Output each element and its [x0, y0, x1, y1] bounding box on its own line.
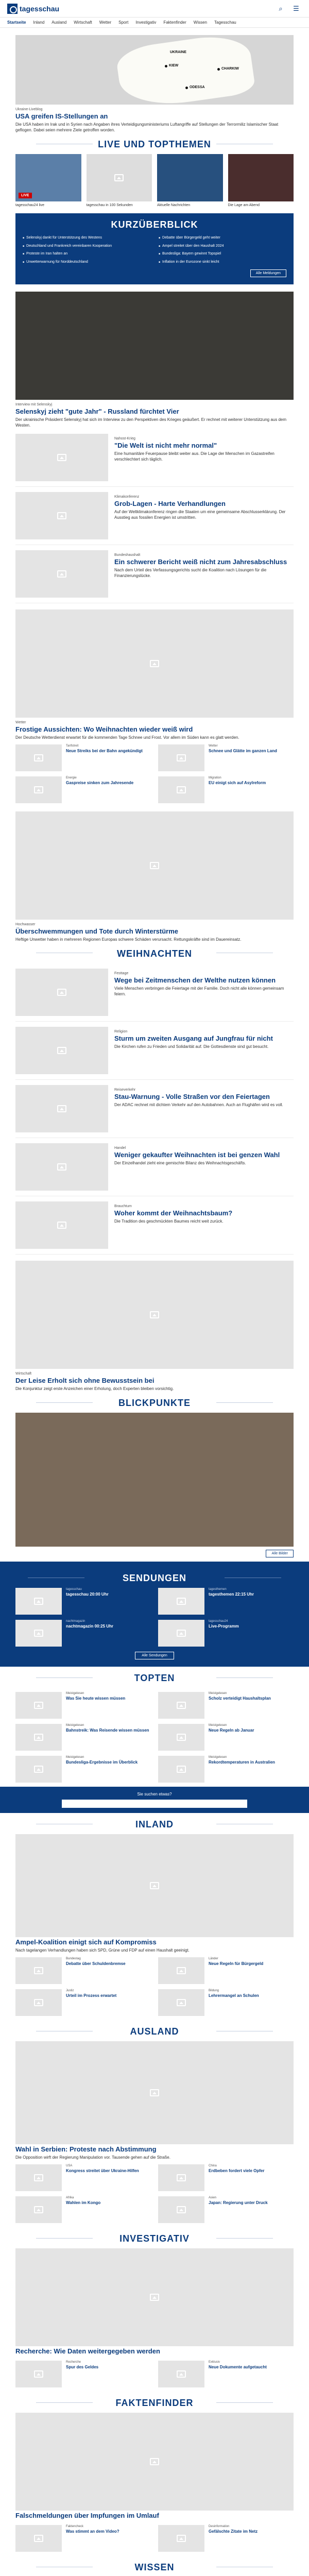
- inland-section-title: INLAND: [15, 1813, 294, 1834]
- feature2-image[interactable]: [15, 609, 294, 718]
- live-card-caption: Aktuelle Nachrichten: [157, 204, 191, 208]
- mini-headline[interactable]: Spur des Geldes: [66, 2365, 99, 2370]
- article-kicker: Religion: [114, 1029, 128, 1033]
- mini-kicker: USA: [66, 2164, 73, 2168]
- article-headline[interactable]: Weniger gekaufter Weihnachten ist bei genzen Wahl: [114, 1150, 280, 1159]
- sendungen-block: [0, 1562, 309, 1667]
- mini-headline[interactable]: Gaspreise sinken zum Jahresende: [66, 780, 134, 785]
- map-label-city: ODESSA: [190, 86, 205, 89]
- inland-headline[interactable]: Ampel-Koalition einigt sich auf Kompromiss: [15, 1938, 157, 1946]
- nav-item-investigativ[interactable]: Investigativ: [135, 20, 157, 25]
- mini-headline[interactable]: Rekordtemperaturen in Australien: [209, 1760, 276, 1765]
- mini-headline[interactable]: Lehrermangel an Schulen: [209, 1993, 259, 1998]
- main-nav: [0, 18, 309, 28]
- sendungen-section-title: SENDUNGEN: [7, 1567, 302, 1588]
- ausland-headline[interactable]: Wahl in Serbien: Proteste nach Abstimmung: [15, 2145, 157, 2154]
- feature3-kicker: Hochwasser: [15, 922, 36, 926]
- mini-grid: [15, 740, 294, 807]
- investigativ-image[interactable]: [15, 2248, 294, 2346]
- faktenfinder-section-title: FAKTENFINDER: [15, 2392, 294, 2413]
- image-placeholder-icon: [57, 1105, 66, 1112]
- article-row[interactable]: [15, 1138, 294, 1196]
- image-placeholder-icon: [177, 1598, 186, 1605]
- feature4-teaser: Die Konjunktur zeigt erste Anzeichen einer Erholung, doch Experten bleiben vorsichtig.: [15, 1386, 174, 1391]
- article-kicker: Bundeshaushalt: [114, 553, 141, 557]
- mini-headline[interactable]: tagesthemen 22:15 Uhr: [209, 1592, 254, 1597]
- image-placeholder-icon: [34, 1734, 43, 1741]
- article-teaser: Die Kirchen rufen zu Frieden und Solidarität auf. Die Gottesdienste sind gut besucht.: [114, 1044, 269, 1049]
- mini-kicker: tagesschau: [66, 1588, 82, 1591]
- mini-headline[interactable]: Erdbeben fordert viele Opfer: [209, 2168, 265, 2174]
- map-city-marker: [217, 68, 220, 71]
- mini-kicker: Justiz: [66, 1989, 74, 1993]
- kurz-title: KURZÜBERBLICK: [111, 219, 198, 230]
- mini-kicker: Meistgelesen: [66, 1724, 84, 1727]
- map-label-city: KIEW: [169, 64, 179, 67]
- article-headline[interactable]: Stau-Warnung - Volle Straßen vor den Feiertagen: [114, 1092, 270, 1100]
- image-placeholder-icon: [177, 1630, 186, 1637]
- image-placeholder-icon: [150, 660, 159, 667]
- blickpunkte-gallery[interactable]: [15, 1413, 294, 1547]
- mini-kicker: Länder: [209, 1957, 218, 1961]
- mini-kicker: Meistgelesen: [209, 1692, 227, 1696]
- feature-kicker: Interview mit Selenskyj: [15, 403, 53, 407]
- mini-headline[interactable]: Neue Streiks bei der Bahn angekündigt: [66, 748, 143, 753]
- article-row[interactable]: [15, 545, 294, 603]
- logo[interactable]: [7, 4, 59, 14]
- blickpunkte-all-button[interactable]: Alle Bilder: [266, 1550, 294, 1557]
- logo-text: tagesschau: [20, 4, 60, 13]
- image-placeholder-icon: [177, 2206, 186, 2213]
- mini-headline[interactable]: Urteil im Prozess erwartet: [66, 1993, 117, 1998]
- image-placeholder-icon: [177, 754, 186, 761]
- image-placeholder-icon: [177, 786, 186, 793]
- inland-teaser-item[interactable]: [158, 1989, 294, 2016]
- image-placeholder-icon: [114, 174, 124, 181]
- image-placeholder-icon: [177, 1999, 186, 2006]
- mini-headline[interactable]: Scholz verteidigt Haushaltsplan: [209, 1696, 271, 1701]
- article-kicker: Brauchtum: [114, 1204, 132, 1208]
- image-placeholder-icon: [57, 1222, 66, 1229]
- ausland-image[interactable]: [15, 2041, 294, 2144]
- article-headline[interactable]: Ein schwerer Bericht weiß nicht zum Jahresabschluss: [114, 557, 287, 566]
- hero-map[interactable]: [15, 35, 294, 105]
- feature-headline[interactable]: Selenskyj zieht "gute Jahr" - Russland fürchtet Vier: [15, 408, 179, 416]
- mini-kicker: Afrika: [66, 2196, 74, 2200]
- mini-kicker: Exklusiv: [209, 2361, 220, 2364]
- image-placeholder-icon: [177, 1967, 186, 1974]
- mini-headline[interactable]: Kongress streitet über Ukraine-Hilfen: [66, 2168, 139, 2174]
- mini-kicker: Wetter: [209, 744, 218, 748]
- live-badge: LIVE: [19, 193, 32, 198]
- article-teaser: Der ADAC rechnet mit dichtem Verkehr auf den Autobahnen. Auch an Flughäfen wird es voll.: [114, 1102, 283, 1107]
- weihnachten-section-title: WEIHNACHTEN: [15, 942, 294, 963]
- feature4-image[interactable]: [15, 1261, 294, 1369]
- image-placeholder-icon: [34, 1630, 43, 1637]
- article-headline[interactable]: Wege bei Zeitmenschen der Welthe nutzen können: [114, 976, 276, 984]
- ausland-teaser-item[interactable]: [15, 2164, 151, 2191]
- inland-teaser-item[interactable]: [15, 1957, 151, 1984]
- faktenfinder-headline[interactable]: Falschmeldungen über Impfungen im Umlauf: [15, 2512, 159, 2520]
- mini-headline[interactable]: Was Sie heute wissen müssen: [66, 1696, 126, 1701]
- hero-headline[interactable]: USA greifen IS-Stellungen an: [15, 112, 108, 120]
- menu-icon[interactable]: ☰: [293, 4, 299, 12]
- nav-item-sport[interactable]: Sport: [118, 20, 129, 25]
- mini-headline[interactable]: Neue Regeln ab Januar: [209, 1728, 254, 1733]
- image-placeholder-icon: [177, 2535, 186, 2542]
- mini-headline[interactable]: Wahlen im Kongo: [66, 2200, 101, 2206]
- live-card-caption: tagesschau24 live: [15, 204, 45, 208]
- nav-item-inland[interactable]: Inland: [33, 20, 45, 25]
- image-placeholder-icon: [34, 1967, 43, 1974]
- mini-teaser[interactable]: [15, 744, 151, 771]
- topten-teaser[interactable]: [158, 1724, 294, 1751]
- mini-kicker: Desinformation: [209, 2525, 230, 2529]
- ausland-section-title: AUSLAND: [15, 2020, 294, 2041]
- mini-headline[interactable]: Debatte über Schuldenbremse: [66, 1961, 126, 1967]
- mini-teaser[interactable]: [158, 744, 294, 771]
- search-icon[interactable]: ⌕: [279, 4, 283, 12]
- mini-kicker: Faktencheck: [66, 2525, 84, 2529]
- mini-headline[interactable]: Was stimmt an dem Video?: [66, 2529, 119, 2534]
- mini-teaser[interactable]: [15, 776, 151, 803]
- live-card[interactable]: [15, 154, 81, 207]
- search-input[interactable]: [62, 1800, 247, 1808]
- hero-kicker: Ukraine-Liveblog: [15, 108, 43, 111]
- image-placeholder-icon: [34, 2174, 43, 2181]
- logo-icon: [7, 4, 18, 14]
- search-banner-text: Sie suchen etwas?: [137, 1792, 172, 1797]
- map-city-marker: [165, 65, 167, 67]
- kurz-item[interactable]: ■ Selenskyj dankt für Unterstützung des Westens: [23, 235, 150, 240]
- article-row[interactable]: [15, 1196, 294, 1255]
- kurz-item[interactable]: ■ Deutschland und Frankreich vereinbaren Kooperation: [23, 244, 150, 248]
- image-placeholder-icon: [34, 2206, 43, 2213]
- mini-kicker: Asien: [209, 2196, 217, 2200]
- sendung-teaser[interactable]: [15, 1620, 151, 1647]
- nav-item-wirtschaft[interactable]: Wirtschaft: [74, 20, 92, 25]
- article-row[interactable]: [15, 963, 294, 1022]
- hero-teaser: Die USA haben im Irak und in Syrien nach Angaben ihres Verteidigungsministeriums Luftangriffe auf Stellungen der Terrormiliz Islamischer Staat geflogen. Dabei seien mehrere Ziele getroffen worden.: [15, 122, 279, 133]
- map-label-country: UKRAINE: [170, 50, 186, 54]
- article-headline[interactable]: Grob-Lagen - Harte Verhandlungen: [114, 499, 226, 507]
- article-teaser: Eine humanitäre Feuerpause bleibt weiter aus. Die Lage der Menschen im Gazastreifen verschlechtert sich täglich.: [114, 451, 274, 462]
- nav-item-wetter[interactable]: Wetter: [99, 20, 112, 25]
- feature3-headline[interactable]: Überschwemmungen und Tote durch Winterstürme: [15, 927, 179, 935]
- nav-item-tagesschau[interactable]: Tagesschau: [214, 20, 236, 25]
- nav-item-startseite[interactable]: Startseite: [7, 20, 26, 25]
- article-teaser: Die Tradition des geschmückten Baumes reicht weit zurück.: [114, 1218, 224, 1224]
- feature3-image[interactable]: [15, 811, 294, 920]
- inland-image[interactable]: [15, 1834, 294, 1937]
- article-row[interactable]: [15, 487, 294, 545]
- topten-teaser[interactable]: [158, 1692, 294, 1719]
- mini-kicker: Bildung: [209, 1989, 219, 1993]
- article-teaser: Viele Menschen verbringen die Feiertage mit der Familie. Doch nicht alle können gemeinsam feiern.: [114, 986, 284, 997]
- nav-item-ausland[interactable]: Ausland: [52, 20, 67, 25]
- image-placeholder-icon: [150, 1882, 159, 1889]
- article-kicker: Handel: [114, 1146, 126, 1150]
- inland-teaser: Nach tagelangen Verhandlungen haben sich SPD, Grüne und FDP auf einen Haushalt geeinigt.: [15, 1948, 190, 1953]
- live-section-title: LIVE UND TOPTHEMEN: [15, 133, 294, 154]
- live-card[interactable]: [228, 154, 294, 207]
- investigativ-teaser-item[interactable]: [158, 2361, 294, 2387]
- mini-headline[interactable]: Bahnstreik: Was Reisende wissen müssen: [66, 1728, 149, 1733]
- article-row[interactable]: [15, 1080, 294, 1138]
- image-placeholder-icon: [34, 1702, 43, 1709]
- mini-kicker: Meistgelesen: [209, 1724, 227, 1727]
- kurz-item[interactable]: ■ Debatte über Bürgergeld geht weiter: [159, 235, 286, 240]
- mini-kicker: Energie: [66, 776, 77, 779]
- mini-headline[interactable]: Schnee und Glätte im ganzen Land: [209, 748, 277, 753]
- image-placeholder-icon: [177, 2174, 186, 2181]
- image-placeholder-icon: [57, 454, 66, 461]
- mini-kicker: tagesthemen: [209, 1588, 227, 1591]
- feature4-kicker: Wirtschaft: [15, 1371, 32, 1376]
- live-card[interactable]: [157, 154, 223, 207]
- ausland-teaser-item[interactable]: [158, 2164, 294, 2191]
- image-placeholder-icon: [150, 862, 159, 869]
- investigativ-section-title: INVESTIGATIV: [15, 2227, 294, 2248]
- faktenfinder-teaser-item[interactable]: [15, 2525, 151, 2552]
- mini-kicker: China: [209, 2164, 217, 2168]
- live-card[interactable]: [87, 154, 152, 207]
- image-placeholder-icon: [34, 786, 43, 793]
- sendung-teaser[interactable]: [15, 1588, 151, 1615]
- topten-teaser[interactable]: [158, 1756, 294, 1783]
- mini-kicker: Meistgelesen: [66, 1756, 84, 1759]
- sendung-teaser[interactable]: [158, 1620, 294, 1647]
- blickpunkte-section-title: BLICKPUNKTE: [15, 1392, 294, 1413]
- live-strip: [15, 154, 294, 207]
- kurz-item[interactable]: ■ Ampel streitet über den Haushalt 2024: [159, 244, 286, 248]
- image-placeholder-icon: [57, 512, 66, 519]
- investigativ-headline[interactable]: Recherche: Wie Daten weitergegeben werden: [15, 2347, 160, 2355]
- image-placeholder-icon: [150, 2294, 159, 2301]
- mini-headline[interactable]: nachtmagazin 00:25 Uhr: [66, 1624, 114, 1629]
- kurzueberblick-box: [15, 213, 294, 284]
- image-placeholder-icon: [34, 754, 43, 761]
- mini-kicker: Meistgelesen: [66, 1692, 84, 1696]
- mini-headline[interactable]: tagesschau 20:00 Uhr: [66, 1592, 109, 1597]
- mini-headline[interactable]: EU einigt sich auf Asylreform: [209, 780, 266, 785]
- feature3-teaser: Heftige Unwetter haben in mehreren Regionen Europas schwere Schäden verursacht. Rettungskräfte sind im Dauereinsatz.: [15, 937, 242, 942]
- kurz-item[interactable]: ■ Proteste im Iran halten an: [23, 251, 150, 256]
- feature2-headline[interactable]: Frostige Aussichten: Wo Weihnachten wieder weiß wird: [15, 725, 193, 733]
- mini-headline[interactable]: Gefälschte Zitate im Netz: [209, 2529, 258, 2534]
- article-teaser: Auf der Weltklimakonferenz ringen die Staaten um eine gemeinsame Abschlusserklärung. Der Ausstieg aus fossilen Energien ist umstritten.: [114, 509, 286, 520]
- article-headline[interactable]: Woher kommt der Weihnachtsbaum?: [114, 1209, 233, 1217]
- article-kicker: Reiseverkehr: [114, 1088, 136, 1092]
- image-placeholder-icon: [177, 1734, 186, 1741]
- image-placeholder-icon: [57, 570, 66, 578]
- article-kicker: Festtage: [114, 971, 129, 975]
- ausland-teaser-item[interactable]: [158, 2196, 294, 2223]
- image-placeholder-icon: [150, 2458, 159, 2465]
- image-placeholder-icon: [34, 2535, 43, 2542]
- mini-kicker: Bundestag: [66, 1957, 81, 1961]
- article-headline[interactable]: "Die Welt ist nicht mehr normal": [114, 441, 217, 449]
- kurz-item[interactable]: ■ Bundesliga: Bayern gewinnt Topspiel: [159, 251, 286, 256]
- top-bar: [0, 0, 309, 18]
- faktenfinder-image[interactable]: [15, 2413, 294, 2511]
- article-headline[interactable]: Sturm um zweiten Ausgang auf Jungfrau für nicht: [114, 1034, 273, 1042]
- image-placeholder-icon: [150, 1311, 159, 1318]
- article-row[interactable]: [15, 1022, 294, 1080]
- mini-kicker: Migration: [209, 776, 221, 779]
- feature-image[interactable]: [15, 292, 294, 400]
- mini-kicker: Tarifstreit: [66, 744, 79, 748]
- mini-kicker: nachtmagazin: [66, 1620, 85, 1623]
- image-placeholder-icon: [150, 2089, 159, 2096]
- image-placeholder-icon: [34, 1766, 43, 1773]
- mini-kicker: tagesschau24: [209, 1620, 228, 1623]
- mini-kicker: Recherche: [66, 2361, 81, 2364]
- live-card-caption: tagesschau in 100 Sekunden: [86, 204, 133, 208]
- map-label-city: CHARKIW: [221, 67, 239, 71]
- image-placeholder-icon: [34, 1598, 43, 1605]
- wissen-section-title: WISSEN: [15, 2556, 294, 2576]
- sendung-teaser[interactable]: [158, 1588, 294, 1615]
- mini-kicker: Meistgelesen: [209, 1756, 227, 1759]
- kurz-item[interactable]: ■ Inflation in der Eurozone sinkt leicht: [159, 260, 286, 264]
- image-placeholder-icon: [177, 2370, 186, 2378]
- map-city-marker: [185, 87, 188, 89]
- feature4-headline[interactable]: Der Leise Erholt sich ohne Bewusstsein bei: [15, 1376, 154, 1384]
- ausland-teaser: Die Opposition wirft der Regierung Manipulation vor. Tausende gehen auf die Straße.: [15, 2155, 170, 2160]
- inland-teaser-item[interactable]: [158, 1957, 294, 1984]
- mini-headline[interactable]: Live-Programm: [209, 1624, 239, 1629]
- feature-teaser: Der ukrainische Präsident Selenskyj hat sich im Interview zu den Perspektiven des Krieges geäußert. Er rechnet mit weiterer Unterstützung aus dem Westen.: [15, 417, 287, 428]
- image-placeholder-icon: [57, 989, 66, 996]
- mini-headline[interactable]: Neue Dokumente aufgetaucht: [209, 2365, 267, 2370]
- image-placeholder-icon: [57, 1047, 66, 1054]
- topten-teaser[interactable]: [15, 1756, 151, 1783]
- investigativ-teaser-item[interactable]: [15, 2361, 151, 2387]
- ausland-teaser-item[interactable]: [15, 2196, 151, 2223]
- topten-section-title: TOPTEN: [15, 1667, 294, 1688]
- sendungen-all-button[interactable]: Alle Sendungen: [135, 1652, 174, 1659]
- mini-headline[interactable]: Neue Regeln für Bürgergeld: [209, 1961, 264, 1967]
- feature2-teaser: Der Deutsche Wetterdienst erwartet für die kommenden Tage Schnee und Frost. Vor allem im Süden kann es glatt werden.: [15, 735, 239, 740]
- image-placeholder-icon: [177, 1766, 186, 1773]
- nav-item-wissen[interactable]: Wissen: [193, 20, 208, 25]
- image-placeholder-icon: [57, 1163, 66, 1171]
- article-kicker: Klimakonferenz: [114, 495, 140, 499]
- mini-headline[interactable]: Bundesliga-Ergebnisse im Überblick: [66, 1760, 138, 1765]
- live-card-caption: Die Lage am Abend: [228, 204, 260, 208]
- article-kicker: Nahost-Krieg: [114, 436, 135, 440]
- article-teaser: Der Einzelhandel zieht eine gemischte Bilanz des Weihnachtsgeschäfts.: [114, 1160, 246, 1165]
- topten-teaser[interactable]: [15, 1692, 151, 1719]
- search-banner: [0, 1787, 309, 1813]
- article-teaser: Nach dem Urteil des Verfassungsgerichts sucht die Koalition nach Lösungen für die Finanzierungslücke.: [114, 567, 267, 578]
- kurz-all-button[interactable]: Alle Meldungen: [250, 269, 286, 277]
- image-placeholder-icon: [34, 2370, 43, 2378]
- feature2-kicker: Wetter: [15, 720, 26, 724]
- mini-headline[interactable]: Japan: Regierung unter Druck: [209, 2200, 268, 2206]
- kurz-item[interactable]: ■ Unwetterwarnung für Norddeutschland: [23, 260, 150, 264]
- image-placeholder-icon: [177, 1702, 186, 1709]
- mini-teaser[interactable]: [158, 776, 294, 803]
- article-row[interactable]: [15, 429, 294, 487]
- topten-teaser[interactable]: [15, 1724, 151, 1751]
- nav-item-faktenfinder[interactable]: Faktenfinder: [163, 20, 186, 25]
- inland-teaser-item[interactable]: [15, 1989, 151, 2016]
- kurz-list: [23, 235, 286, 264]
- faktenfinder-teaser-item[interactable]: [158, 2525, 294, 2552]
- image-placeholder-icon: [34, 1999, 43, 2006]
